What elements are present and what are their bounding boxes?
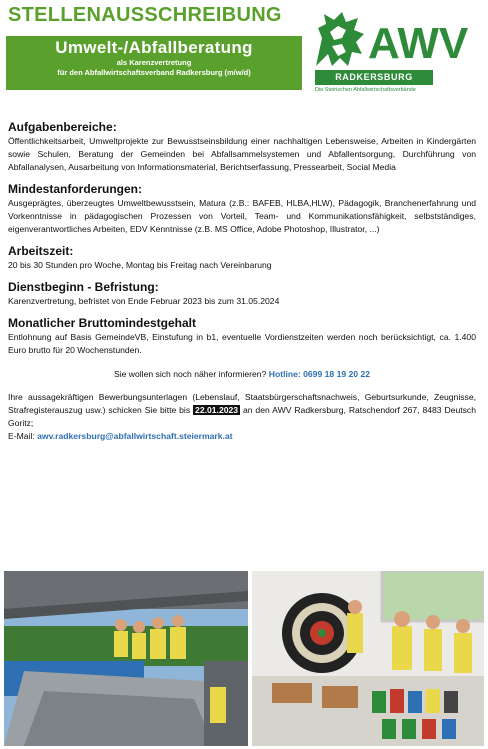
section-text: Ausgeprägtes, überzeugtes Umweltbewusstsein, Matura (z.B.: BAFEB, HLBA,HLW), Pädagogik, Branchenerfahrung und Vorkenntnisse in pädagogischen Prozessen von Vorteil, Team- und Kommunikationsfähigkeit, selbstständiges, eigenverantwortliches Arbeiten, EDV Kenntnisse (z.B. MS Office, Adobe Photoshop, Illustrator, ...) bbox=[8, 198, 476, 234]
section-requirements bbox=[8, 182, 476, 236]
subtitle-banner bbox=[6, 36, 302, 90]
photo-classroom-dartboard bbox=[252, 571, 484, 746]
section-text: Karenzvertretung, befristet von Ende Februar 2023 bis zum 31.05.2024 bbox=[8, 296, 280, 306]
photo-recycling-yard bbox=[4, 571, 248, 746]
email-link[interactable]: awv.radkersburg@abfallwirtschaft.steiermark.at bbox=[37, 431, 233, 441]
application-intro: Ihre aussagekräftigen Bewerbungsunterlagen (Lebenslauf, Staatsbürgerschaftsnachweis, Geburtsurkunde, Zeugnisse, Strafregisterauszug usw.) schicken Sie bitte bis bbox=[8, 392, 476, 415]
logo-tagline: Die Steirischen Abfallwirtschaftsverbände bbox=[315, 87, 416, 93]
section-text: Entlohnung auf Basis GemeindeVB, Einstufung in b1, eventuelle Vordienstzeiten werden noch berücksichtigt, ca. 1.400 Euro brutto für 20 Wochenstunden. bbox=[8, 332, 476, 355]
section-heading: Arbeitszeit: bbox=[8, 244, 74, 258]
email-label: E-Mail: bbox=[8, 431, 35, 441]
hotline-number[interactable]: Hotline: 0699 18 19 20 22 bbox=[268, 369, 371, 379]
page-title: STELLENAUSSCHREIBUNG bbox=[8, 4, 282, 26]
hotline-line bbox=[8, 369, 476, 379]
deadline-date: 22.01.2023 bbox=[195, 405, 239, 415]
job-title: Umwelt-/Abfallberatung bbox=[55, 38, 253, 57]
section-text: Öffentlichkeitsarbeit, Umweltprojekte zur Bewusstseinsbildung einer nachhaltigen Lebensweise, Arbeiten in Kindergärten sowie Schulen, Beratung der Gemeinden bei Abfallsammelsystemen und Abfallentsorgung, Durchführung von Abfallanalysen, Ausarbeitung von Informationsmaterial, Berichtserfassung, Pressearbeit, Social Media bbox=[8, 136, 476, 172]
section-text: 20 bis 30 Stunden pro Woche, Montag bis Freitag nach Vereinbarung bbox=[8, 260, 272, 270]
section-salary bbox=[8, 316, 476, 357]
section-heading: Monatlicher Bruttomindestgehalt bbox=[8, 316, 197, 330]
banner-line-1: als Karenzvertretung bbox=[116, 58, 192, 67]
logo-text: AWV bbox=[368, 19, 469, 68]
logo-badge: RADKERSBURG bbox=[315, 70, 433, 85]
section-heading: Mindestanforderungen: bbox=[8, 182, 142, 196]
hotline-intro: Sie wollen sich noch näher informieren? bbox=[113, 369, 267, 379]
awv-logo bbox=[312, 8, 477, 94]
section-start-date bbox=[8, 280, 476, 308]
section-tasks bbox=[8, 120, 476, 174]
email-line bbox=[8, 430, 476, 443]
section-heading: Aufgabenbereiche: bbox=[8, 120, 117, 134]
banner-line-2: für den Abfallwirtschaftsverband Radkersburg (m/w/d) bbox=[57, 68, 251, 77]
job-details bbox=[8, 120, 476, 443]
section-working-hours bbox=[8, 244, 476, 272]
section-heading: Dienstbeginn - Befristung: bbox=[8, 280, 159, 294]
application-text bbox=[8, 391, 476, 430]
application-address: an den AWV Radkersburg, Ratschendorf 267, 8483 Deutsch Goritz; bbox=[8, 405, 476, 428]
panther-icon bbox=[312, 8, 477, 70]
